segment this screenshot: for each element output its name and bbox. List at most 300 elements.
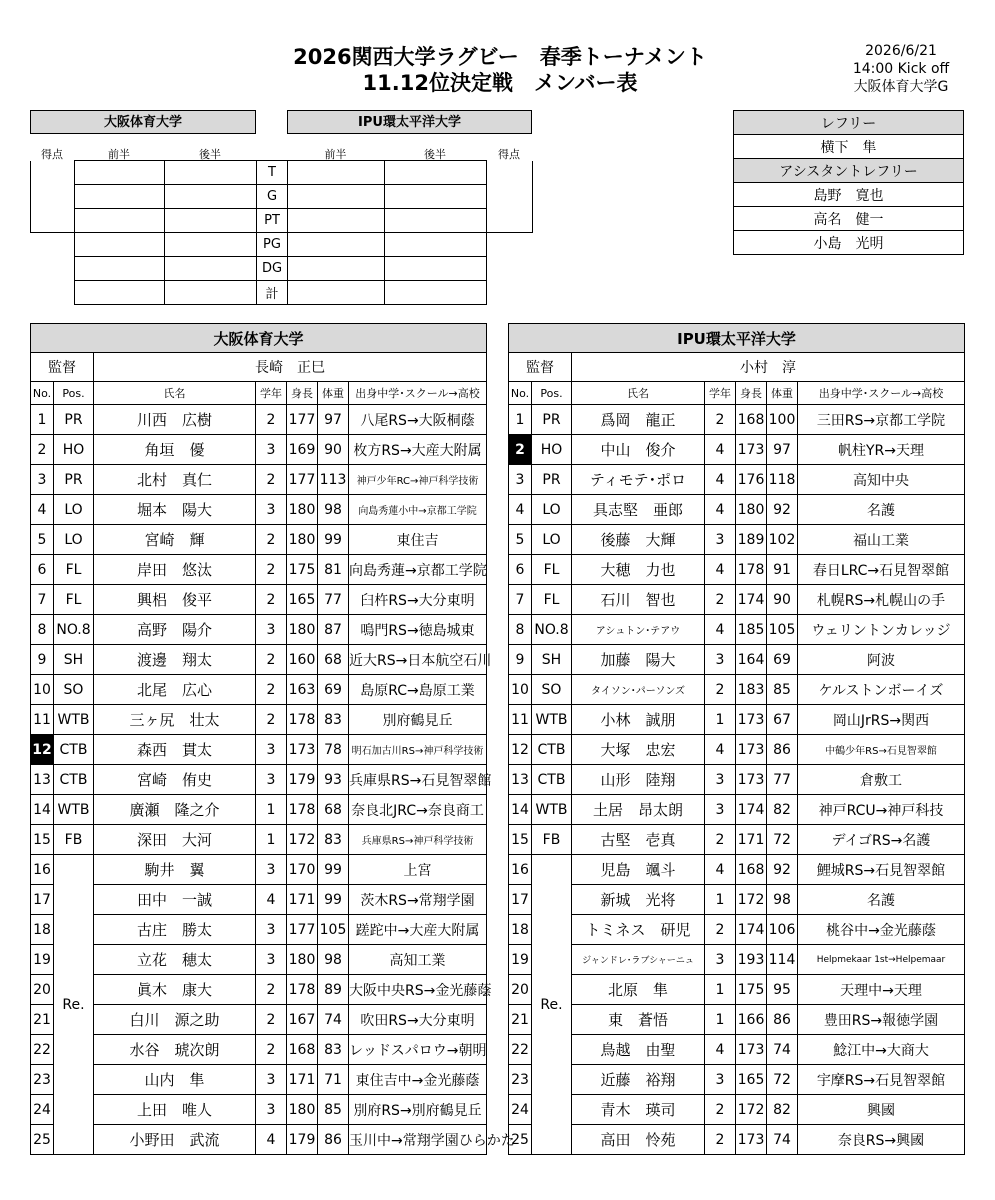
player-row (509, 1125, 965, 1155)
player-height: 171 (736, 825, 767, 855)
player-weight: 85 (767, 675, 798, 705)
player-year: 4 (705, 615, 736, 645)
player-no: 15 (509, 825, 532, 855)
coach-label: 監督 (31, 353, 94, 382)
officials-table (733, 110, 964, 255)
player-school: 兵庫県RS→神戸科学技術 (349, 825, 487, 855)
player-school: 大阪中央RS→金光藤蔭 (349, 975, 487, 1005)
player-row (509, 1095, 965, 1125)
player-no: 16 (509, 855, 532, 885)
player-weight: 71 (318, 1065, 349, 1095)
away-second-half-cell (385, 161, 487, 185)
player-height: 183 (736, 675, 767, 705)
player-year: 3 (256, 855, 287, 885)
score-label-second-half-home: 後半 (199, 148, 221, 161)
player-weight: 92 (767, 855, 798, 885)
player-no: 19 (31, 945, 54, 975)
score-away-team: IPU環太平洋大学 (287, 110, 532, 134)
player-no: 6 (31, 555, 54, 585)
home-total-score (31, 161, 75, 233)
player-school: 神戸RCU→神戸科技 (798, 795, 965, 825)
player-height: 177 (287, 405, 318, 435)
player-year: 2 (705, 825, 736, 855)
player-weight: 106 (767, 915, 798, 945)
player-weight: 67 (767, 705, 798, 735)
player-year: 1 (705, 1005, 736, 1035)
player-weight: 118 (767, 465, 798, 495)
player-school: 鳴門RS→徳島城東 (349, 615, 487, 645)
player-weight: 93 (318, 765, 349, 795)
player-position: NO.8 (54, 615, 94, 645)
player-position: LO (532, 525, 572, 555)
player-school: 向島秀蓮小中→京都工学院 (349, 495, 487, 525)
player-weight: 89 (318, 975, 349, 1005)
player-no: 18 (31, 915, 54, 945)
player-name: 後藤 大輝 (572, 525, 705, 555)
away-second-half-cell (385, 185, 487, 209)
player-row (31, 585, 487, 615)
player-school: 別府鶴見丘 (349, 705, 487, 735)
player-name: 中山 俊介 (572, 435, 705, 465)
player-position: PR (54, 465, 94, 495)
player-height: 178 (287, 975, 318, 1005)
player-row (31, 435, 487, 465)
player-position: LO (54, 525, 94, 555)
player-height: 193 (736, 945, 767, 975)
player-school: 東住吉 (349, 525, 487, 555)
player-name: 児島 颯斗 (572, 855, 705, 885)
player-no: 21 (31, 1005, 54, 1035)
player-name: 岸田 悠汰 (94, 555, 256, 585)
player-year: 4 (705, 1035, 736, 1065)
score-label-first-half-away: 前半 (324, 148, 347, 161)
player-year: 2 (256, 1035, 287, 1065)
player-school: 高知中央 (798, 465, 965, 495)
player-name: 鳥越 由聖 (572, 1035, 705, 1065)
referee-name: 横下 隼 (734, 135, 964, 159)
player-row (509, 855, 965, 885)
player-height: 173 (287, 735, 318, 765)
player-row (31, 735, 487, 765)
player-position: LO (532, 495, 572, 525)
player-year: 4 (705, 435, 736, 465)
player-row (509, 975, 965, 1005)
player-row (509, 795, 965, 825)
player-no: 24 (31, 1095, 54, 1125)
player-row (509, 495, 965, 525)
player-height: 177 (287, 915, 318, 945)
player-school: 奈良北JRC→奈良商工 (349, 795, 487, 825)
player-row (31, 945, 487, 975)
player-no: 9 (509, 645, 532, 675)
player-weight: 77 (767, 765, 798, 795)
score-row-label: T (257, 161, 288, 185)
player-name: 田中 一誠 (94, 885, 256, 915)
col-header-pos: Pos. (532, 382, 572, 405)
player-year: 4 (705, 465, 736, 495)
player-year: 1 (256, 795, 287, 825)
player-height: 180 (287, 1095, 318, 1125)
player-weight: 114 (767, 945, 798, 975)
player-row (31, 465, 487, 495)
player-height: 170 (287, 855, 318, 885)
player-year: 1 (705, 885, 736, 915)
player-weight: 74 (318, 1005, 349, 1035)
player-name: 駒井 翼 (94, 855, 256, 885)
player-row (31, 915, 487, 945)
assistant-referee-name: 高名 健一 (734, 207, 964, 231)
player-height: 175 (287, 555, 318, 585)
player-height: 176 (736, 465, 767, 495)
player-no: 7 (509, 585, 532, 615)
home-second-half-cell (165, 281, 257, 305)
player-row (31, 1035, 487, 1065)
player-school: 札幌RS→札幌山の手 (798, 585, 965, 615)
player-row (31, 645, 487, 675)
player-school: ケルストンボーイズ (798, 675, 965, 705)
player-name: 森西 貫太 (94, 735, 256, 765)
player-weight: 85 (318, 1095, 349, 1125)
player-row (509, 825, 965, 855)
player-school: 茨木RS→常翔学園 (349, 885, 487, 915)
player-height: 168 (736, 405, 767, 435)
player-year: 4 (256, 885, 287, 915)
player-position: FL (54, 585, 94, 615)
player-name: タイソン･パーソンズ (572, 675, 705, 705)
player-weight: 97 (767, 435, 798, 465)
player-school: 明石加古川RS→神戸科学技術 (349, 735, 487, 765)
player-row (509, 765, 965, 795)
away-first-half-cell (288, 209, 385, 233)
player-no: 8 (31, 615, 54, 645)
player-no: 6 (509, 555, 532, 585)
player-position: CTB (54, 735, 94, 765)
player-row (509, 1035, 965, 1065)
player-no: 2 (31, 435, 54, 465)
player-name: 具志堅 亜郎 (572, 495, 705, 525)
player-name: 三ヶ尻 壮太 (94, 705, 256, 735)
player-name: 北尾 広心 (94, 675, 256, 705)
player-year: 2 (256, 975, 287, 1005)
player-height: 174 (736, 585, 767, 615)
player-height: 167 (287, 1005, 318, 1035)
player-height: 168 (736, 855, 767, 885)
player-position: SH (532, 645, 572, 675)
player-name: アシュトン･テアウ (572, 615, 705, 645)
player-no: 8 (509, 615, 532, 645)
player-weight: 90 (767, 585, 798, 615)
player-height: 164 (736, 645, 767, 675)
kickoff-time: 14:00 Kick off (852, 61, 950, 77)
player-height: 189 (736, 525, 767, 555)
player-no: 10 (509, 675, 532, 705)
player-school: Helpmekaar 1st→Helpemaar (798, 945, 965, 975)
score-row-label: DG (257, 257, 288, 281)
player-school: 興國 (798, 1095, 965, 1125)
player-position: CTB (532, 765, 572, 795)
player-height: 172 (736, 885, 767, 915)
player-year: 2 (705, 585, 736, 615)
player-row (31, 765, 487, 795)
player-height: 180 (287, 945, 318, 975)
col-header-school: 出身中学･スクール→高校 (798, 382, 965, 405)
player-no: 24 (509, 1095, 532, 1125)
player-year: 3 (705, 945, 736, 975)
away-first-half-cell (288, 281, 385, 305)
player-position: FL (532, 555, 572, 585)
away-first-half-cell (288, 185, 385, 209)
player-year: 3 (256, 1065, 287, 1095)
away-second-half-cell (385, 281, 487, 305)
player-name: 近藤 裕翔 (572, 1065, 705, 1095)
player-row (509, 645, 965, 675)
player-row (509, 555, 965, 585)
player-no: 7 (31, 585, 54, 615)
player-year: 3 (256, 945, 287, 975)
player-position: LO (54, 495, 94, 525)
player-name: 新城 光将 (572, 885, 705, 915)
player-name: 山形 陸翔 (572, 765, 705, 795)
player-no: 9 (31, 645, 54, 675)
reserve-label: Re. (54, 855, 94, 1155)
player-weight: 105 (767, 615, 798, 645)
col-header-height: 身長 (287, 382, 318, 405)
player-year: 3 (256, 1095, 287, 1125)
player-name: 宮崎 侑史 (94, 765, 256, 795)
away-team-name: IPU環太平洋大学 (509, 324, 965, 353)
player-school: 高知工業 (349, 945, 487, 975)
player-no: 5 (509, 525, 532, 555)
player-no: 11 (509, 705, 532, 735)
player-height: 173 (736, 705, 767, 735)
player-year: 2 (256, 585, 287, 615)
player-row (509, 885, 965, 915)
player-school: 春日LRC→石見智翠館 (798, 555, 965, 585)
player-school: 向島秀蓮→京都工学院 (349, 555, 487, 585)
home-team-name: 大阪体育大学 (31, 324, 487, 353)
player-year: 3 (705, 795, 736, 825)
player-no: 21 (509, 1005, 532, 1035)
home-first-half-cell (75, 257, 165, 281)
player-year: 3 (705, 1065, 736, 1095)
player-no: 23 (31, 1065, 54, 1095)
player-school: 鯰江中→大商大 (798, 1035, 965, 1065)
player-height: 174 (736, 915, 767, 945)
document-title (200, 44, 800, 96)
player-weight: 99 (318, 525, 349, 555)
player-no: 10 (31, 675, 54, 705)
player-name: 廣瀬 隆之介 (94, 795, 256, 825)
player-height: 165 (287, 585, 318, 615)
player-name: 立花 穂太 (94, 945, 256, 975)
home-first-half-cell (75, 281, 165, 305)
player-year: 3 (256, 735, 287, 765)
player-school: レッドスパロウ→朝明 (349, 1035, 487, 1065)
venue: 大阪体育大学G (853, 79, 949, 95)
player-name: 角垣 優 (94, 435, 256, 465)
player-weight: 105 (318, 915, 349, 945)
player-row (509, 435, 965, 465)
player-school: 名護 (798, 885, 965, 915)
player-row (31, 675, 487, 705)
player-height: 169 (287, 435, 318, 465)
player-year: 2 (705, 405, 736, 435)
player-school: 福山工業 (798, 525, 965, 555)
player-no: 20 (509, 975, 532, 1005)
player-school: 近大RS→日本航空石川 (349, 645, 487, 675)
player-weight: 74 (767, 1035, 798, 1065)
score-row-label: PT (257, 209, 288, 233)
player-school: 桃谷中→金光藤蔭 (798, 915, 965, 945)
col-header-school: 出身中学･スクール→高校 (349, 382, 487, 405)
player-year: 3 (256, 915, 287, 945)
player-height: 166 (736, 1005, 767, 1035)
player-year: 2 (705, 915, 736, 945)
player-name: 高野 陽介 (94, 615, 256, 645)
home-first-half-cell (75, 209, 165, 233)
player-position: SH (54, 645, 94, 675)
player-row (509, 945, 965, 975)
player-weight: 86 (767, 735, 798, 765)
player-name: 渡邊 翔太 (94, 645, 256, 675)
player-name: ティモテ･ポロ (572, 465, 705, 495)
player-height: 179 (287, 765, 318, 795)
player-school: 奈良RS→興國 (798, 1125, 965, 1155)
player-row (31, 495, 487, 525)
player-no: 16 (31, 855, 54, 885)
player-row (31, 1125, 487, 1155)
player-year: 2 (705, 1125, 736, 1155)
player-year: 1 (256, 825, 287, 855)
player-no: 3 (509, 465, 532, 495)
player-weight: 81 (318, 555, 349, 585)
player-school: 八尾RS→大阪桐蔭 (349, 405, 487, 435)
player-school: デイゴRS→名護 (798, 825, 965, 855)
player-name: 東 蒼悟 (572, 1005, 705, 1035)
col-header-name: 氏名 (94, 382, 256, 405)
player-year: 2 (256, 705, 287, 735)
player-school: 中鶴少年RS→石見智翠館 (798, 735, 965, 765)
player-school: 岡山JrRS→関西 (798, 705, 965, 735)
player-name: 古堅 壱真 (572, 825, 705, 855)
player-row (31, 1095, 487, 1125)
player-position: CTB (532, 735, 572, 765)
col-header-no: No. (509, 382, 532, 405)
col-header-year: 学年 (256, 382, 287, 405)
player-no: 19 (509, 945, 532, 975)
player-school: 蹉跎中→大産大附属 (349, 915, 487, 945)
player-row (31, 975, 487, 1005)
player-school: 阿波 (798, 645, 965, 675)
player-year: 4 (705, 855, 736, 885)
player-weight: 98 (318, 495, 349, 525)
away-first-half-cell (288, 233, 385, 257)
player-year: 3 (705, 525, 736, 555)
player-no: 1 (509, 405, 532, 435)
player-height: 168 (287, 1035, 318, 1065)
player-position: SO (54, 675, 94, 705)
player-no: 25 (509, 1125, 532, 1155)
player-height: 173 (736, 765, 767, 795)
player-name: 小野田 武流 (94, 1125, 256, 1155)
player-weight: 98 (767, 885, 798, 915)
player-school: 枚方RS→大産大附属 (349, 435, 487, 465)
player-weight: 113 (318, 465, 349, 495)
player-position: WTB (54, 705, 94, 735)
player-row (31, 405, 487, 435)
player-weight: 82 (767, 795, 798, 825)
col-header-name: 氏名 (572, 382, 705, 405)
player-height: 173 (736, 735, 767, 765)
player-weight: 69 (318, 675, 349, 705)
coach-label: 監督 (509, 353, 572, 382)
player-no: 15 (31, 825, 54, 855)
score-label-total-home: 得点 (41, 148, 63, 161)
player-weight: 74 (767, 1125, 798, 1155)
player-weight: 98 (318, 945, 349, 975)
player-position: NO.8 (532, 615, 572, 645)
away-first-half-cell (288, 257, 385, 281)
player-height: 178 (736, 555, 767, 585)
player-row (31, 885, 487, 915)
player-name: 北村 真仁 (94, 465, 256, 495)
col-header-height: 身長 (736, 382, 767, 405)
player-school: 兵庫県RS→石見智翠館 (349, 765, 487, 795)
player-no: 4 (31, 495, 54, 525)
player-school: 宇摩RS→石見智翠館 (798, 1065, 965, 1095)
player-height: 178 (287, 795, 318, 825)
player-year: 2 (705, 1095, 736, 1125)
away-total-score (487, 161, 533, 233)
referee-label: レフリー (734, 111, 964, 135)
player-name: 土居 昂太朗 (572, 795, 705, 825)
col-header-weight: 体重 (318, 382, 349, 405)
player-school: 島原RC→島原工業 (349, 675, 487, 705)
player-height: 165 (736, 1065, 767, 1095)
score-table (30, 160, 533, 305)
player-row (31, 555, 487, 585)
player-weight: 72 (767, 1065, 798, 1095)
player-name: 上田 唯人 (94, 1095, 256, 1125)
player-position: HO (54, 435, 94, 465)
player-school: 吹田RS→大分東明 (349, 1005, 487, 1035)
player-no: 12 (509, 735, 532, 765)
player-school: 帆柱YR→天理 (798, 435, 965, 465)
player-no: 11 (31, 705, 54, 735)
player-height: 180 (287, 615, 318, 645)
match-info (826, 42, 976, 96)
away-second-half-cell (385, 209, 487, 233)
player-year: 3 (256, 765, 287, 795)
player-year: 2 (256, 1005, 287, 1035)
player-school: 上宮 (349, 855, 487, 885)
player-year: 2 (256, 465, 287, 495)
player-name: 興梠 俊平 (94, 585, 256, 615)
player-school: 鯉城RS→石見智翠館 (798, 855, 965, 885)
player-school: 東住吉中→金光藤蔭 (349, 1065, 487, 1095)
player-row (509, 1005, 965, 1035)
player-height: 178 (287, 705, 318, 735)
player-height: 180 (736, 495, 767, 525)
player-position: PR (54, 405, 94, 435)
player-name: ジャンドレ･ラブシャーニュ (572, 945, 705, 975)
home-roster-table (30, 323, 515, 1155)
player-height: 171 (287, 1065, 318, 1095)
player-no: 12 (31, 735, 54, 765)
player-school: 名護 (798, 495, 965, 525)
player-position: FB (54, 825, 94, 855)
player-weight: 86 (767, 1005, 798, 1035)
